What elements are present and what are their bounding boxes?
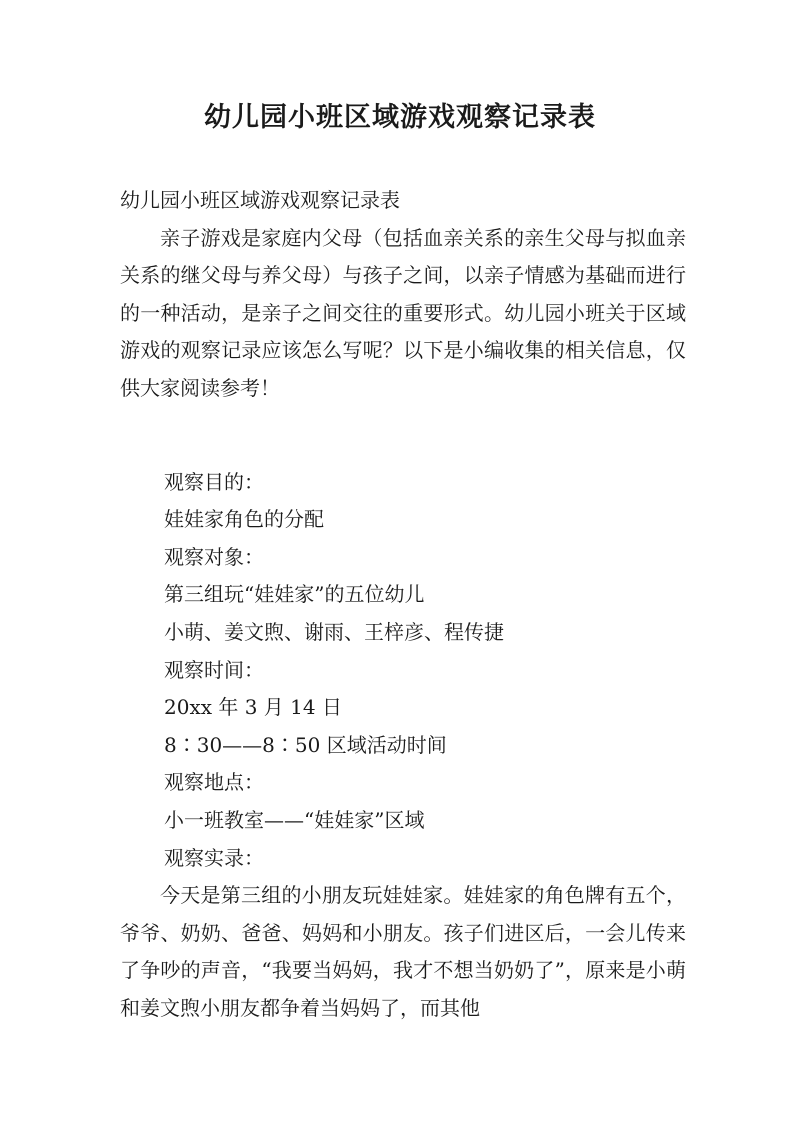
document-subtitle: 幼儿园小班区域游戏观察记录表 [120,188,400,212]
intro-paragraph: 亲子游戏是家庭内父母（包括血亲关系的亲生父母与拟血亲关系的继父母与养父母）与孩子之间，以亲子情感为基础而进行的一种活动，是亲子之间交往的重要形式。幼儿园小班关于区域游戏的观察记录应该怎么写呢？以下是小编收集的相关信息，仅供大家阅读参考！ [120,225,686,400]
label-record: 观察实录： [164,845,264,870]
label-time: 观察时间： [164,657,264,682]
value-purpose: 娃娃家角色的分配 [164,507,324,532]
label-subjects: 观察对象： [164,544,264,569]
value-date: 20xx 年 3 月 14 日 [164,695,342,720]
document-title: 幼儿园小班区域游戏观察记录表 [204,102,596,133]
value-time-range: 8∶30——8∶50 区域活动时间 [164,732,447,757]
value-subjects-group: 第三组玩“娃娃家”的五位幼儿 [164,582,425,607]
label-location: 观察地点： [164,770,264,795]
label-purpose: 观察目的： [164,469,264,494]
document-body [120,182,686,1027]
value-location: 小一班教室——“娃娃家”区域 [164,807,425,832]
paragraph-gap [120,408,686,464]
value-subjects-names: 小萌、姜文煦、谢雨、王梓彦、程传捷 [164,619,504,644]
observation-paragraph: 今天是第三组的小朋友玩娃娃家。娃娃家的角色牌有五个，爷爷、奶奶、爸爸、妈妈和小朋友。孩子们进区后，一会儿传来了争吵的声音，“我要当妈妈，我才不想当奶奶了”，原来是小萌和姜文煦小朋友都争着当妈妈了，而其他 [120,883,686,1020]
